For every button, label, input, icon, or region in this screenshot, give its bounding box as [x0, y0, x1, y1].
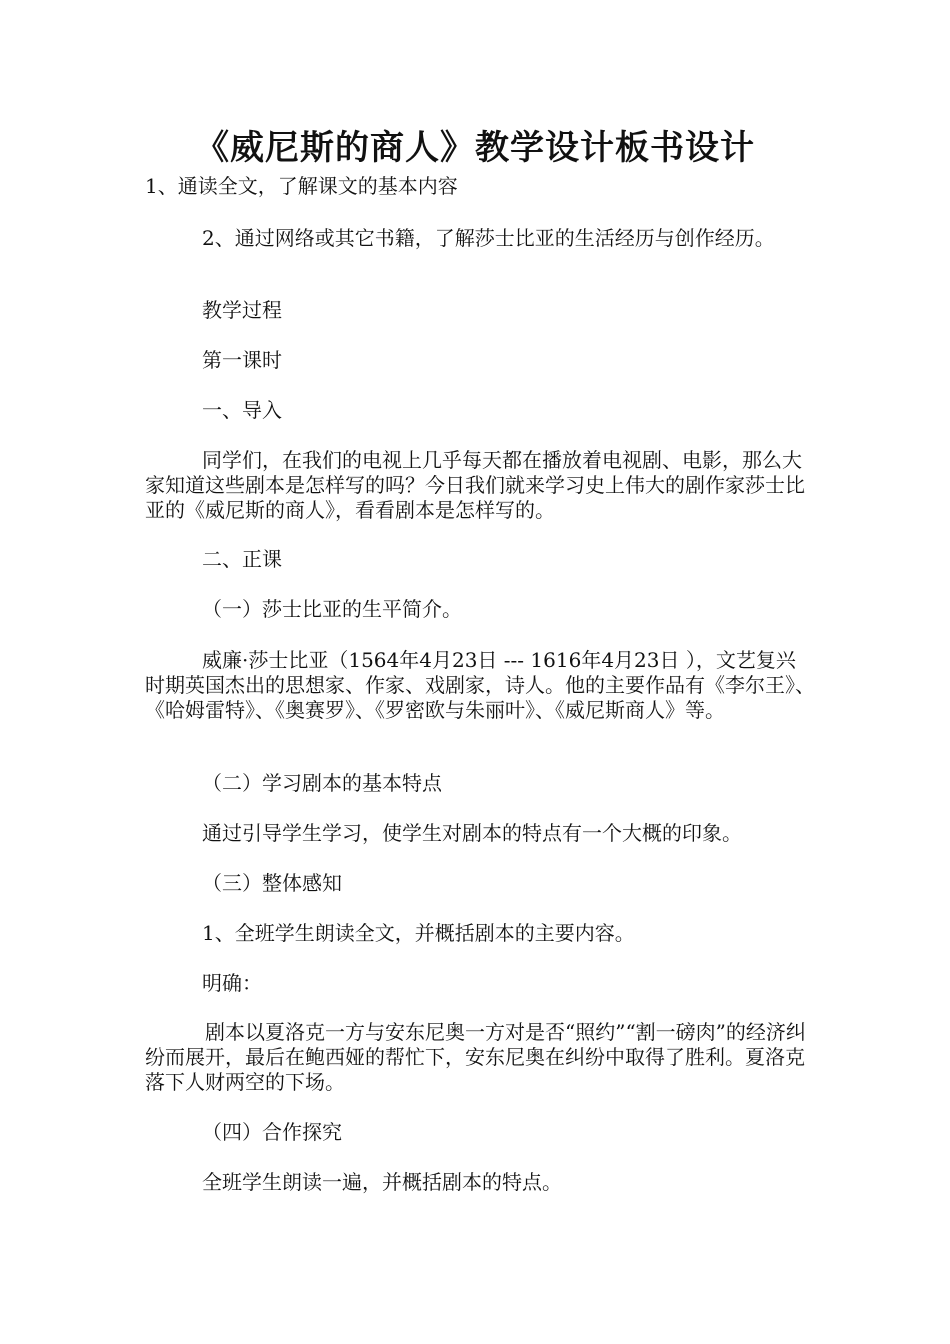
paragraph-read-aloud: 1、全班学生朗读全文，并概括剧本的主要内容。 [202, 921, 635, 945]
paragraph-introduction: 同学们，在我们的电视上几乎每天都在播放着电视剧、电影，那么大家知道这些剧本是怎样写的吗？今日我们就来学习史上伟大的剧作家莎士比亚的《威尼斯的商人》，看看剧本是怎样写的。 [145, 448, 805, 522]
heading-cooperative-inquiry: （四）合作探究 [202, 1120, 342, 1144]
heading-first-lesson: 第一课时 [202, 348, 282, 372]
paragraph-objective-2: 2、通过网络或其它书籍，了解莎士比亚的生活经历与创作经历。 [202, 226, 775, 250]
heading-script-features: （二）学习剧本的基本特点 [202, 771, 442, 795]
paragraph-inquiry-task: 全班学生朗读一遍，并概括剧本的特点。 [202, 1170, 562, 1194]
heading-teaching-process: 教学过程 [202, 298, 282, 322]
paragraph-plot-summary: 剧本以夏洛克一方与安东尼奥一方对是否“照约”“割一磅肉”的经济纠纷而展开，最后在鲍西娅的帮忙下，安东尼奥在纠纷中取得了胜利。夏洛克落下人财两空的下场。 [145, 1020, 806, 1094]
heading-clarify: 明确： [202, 971, 262, 995]
heading-introduction: 一、导入 [202, 398, 282, 422]
heading-shakespeare-bio: （一）莎士比亚的生平简介。 [202, 597, 462, 621]
paragraph-script-features: 通过引导学生学习，使学生对剧本的特点有一个大概的印象。 [202, 821, 742, 845]
heading-main-lesson: 二、正课 [202, 547, 282, 571]
paragraph-objective-1: 1、通读全文，了解课文的基本内容 [145, 174, 458, 198]
paragraph-shakespeare-bio: 威廉·莎士比亚（1564年4月23日 --- 1616年4月23日 ），文艺复兴时期英国杰出的思想家、作家、戏剧家，诗人。他的主要作品有《李尔王》、《哈姆雷特》、《奥赛罗》、《罗密欧与朱丽叶》、《威尼斯商人》等。 [145, 648, 815, 722]
heading-overall-perception: （三）整体感知 [202, 871, 342, 895]
document-title: 《威尼斯的商人》教学设计板书设计 [195, 128, 755, 168]
